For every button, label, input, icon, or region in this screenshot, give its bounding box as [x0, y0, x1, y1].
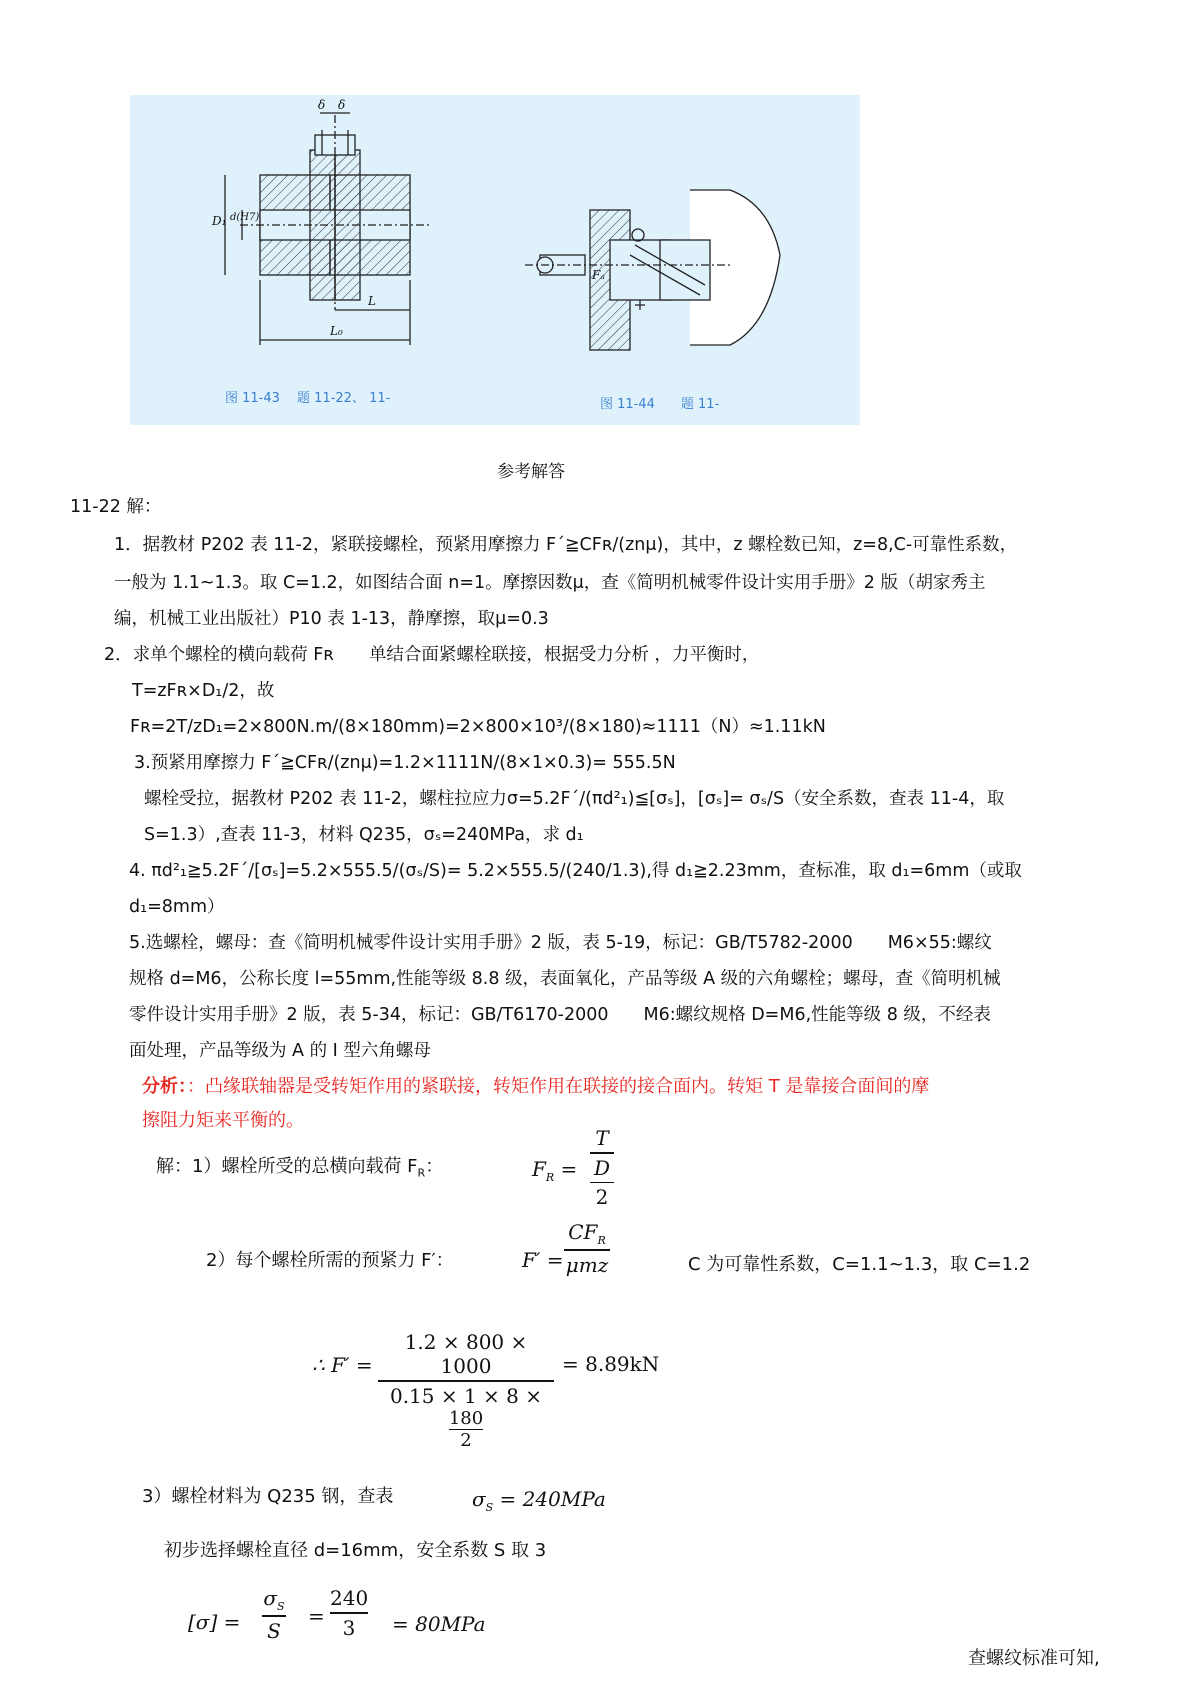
label-delta-1: δ	[318, 98, 326, 112]
para2-line2: Fʀ=2T/zD₁=2×800N.m/(8×180mm)=2×800×10³/(8×180)≈1111（N）≈1.11kN	[130, 717, 826, 737]
sigma-bar	[262, 1615, 286, 1617]
fr-den-den: 2	[595, 1185, 609, 1209]
formula-fp-frac	[564, 1220, 610, 1277]
sigma-num	[262, 1586, 286, 1613]
step1-label: 解：1）螺栓所受的总横向载荷 F	[156, 1156, 418, 1177]
para2-line1: T=zFʀ×D₁/2，故	[132, 681, 275, 701]
calc-frac	[378, 1330, 554, 1451]
fp-bar	[564, 1249, 610, 1251]
analysis-text-1: ：凸缘联轴器是受转矩作用的紧联接，转矩作用在联接的接合面内。转矩 T 是靠接合面间的摩	[187, 1076, 930, 1097]
figure-caption-right: 图 11-44 题 11-	[600, 397, 720, 412]
para1-line1: 1．据教材 P202 表 11-2，紧联接螺栓，预紧用摩擦力 F´≧CFʀ/(znμ)，其中，z 螺栓数已知，z=8,C-可靠性系数，	[114, 535, 1018, 555]
para1-line3: 编，机械工业出版社）P10 表 1-13，静摩擦，取μ=0.3	[114, 609, 549, 629]
label-L0: L₀	[330, 324, 343, 338]
solution-step2: 2）每个螺栓所需的预紧力 F′：	[206, 1250, 454, 1271]
fp-num-text: CF	[568, 1220, 598, 1244]
calc-num: 1.2 × 800 × 1000	[404, 1330, 528, 1378]
label-D1: D₁	[212, 214, 227, 228]
step3-sigma-symbol: σ	[472, 1487, 486, 1511]
solution-step1	[156, 1150, 443, 1191]
sigma-num-sub: S	[277, 1600, 285, 1613]
label-delta-2: δ	[338, 98, 346, 112]
step1-colon: ：	[425, 1156, 444, 1177]
fr-lhs-symbol: F	[532, 1157, 546, 1181]
sigma-bar2	[330, 1612, 368, 1614]
fp-num-sub: R	[597, 1234, 606, 1247]
section-heading: 参考解答	[497, 462, 565, 482]
para1-line2: 一般为 1.1~1.3。取 C=1.2，如图结合面 n=1。摩擦因数μ，查《简明机械零件设计实用手册》2 版（胡家秀主	[114, 573, 986, 593]
calc-bar	[378, 1380, 554, 1382]
para3b-line2: S=1.3）,查表 11-3，材料 Q235，σₛ=240MPa，求 d₁	[144, 825, 584, 845]
label-Fa: Fₐ	[592, 268, 605, 282]
calc-den-frac	[449, 1408, 483, 1452]
fr-den-num: D	[593, 1155, 611, 1180]
formula-fr-lhs	[532, 1157, 577, 1184]
fr-bar	[590, 1152, 614, 1154]
sigma-frac	[262, 1586, 286, 1643]
step2-note: C 为可靠性系数，C=1.1~1.3，取 C=1.2	[688, 1254, 1031, 1275]
step3-sigma	[472, 1487, 606, 1514]
para5-line2: 规格 d=M6，公称长度 l=55mm,性能等级 8.8 级，表面氧化，产品等级 A 级的六角螺栓；螺母，查《简明机械	[129, 969, 1001, 989]
calc-den-frac-num: 180	[448, 1407, 484, 1429]
fr-bar-2	[590, 1182, 614, 1184]
solution-step4: 初步选择螺栓直径 d=16mm，安全系数 S 取 3	[164, 1540, 547, 1561]
formula-fp-lhs: F′ =	[522, 1248, 564, 1272]
step3-sigma-sub: S	[485, 1501, 494, 1514]
sigma-eq2: =	[308, 1604, 325, 1628]
para5-line4: 面处理，产品等级为 A 的 I 型六角螺母	[129, 1041, 431, 1061]
para5-line1: 5.选螺栓，螺母：查《简明机械零件设计实用手册》2 版，表 5-19，标记：GB/T5782-2000 M6×55:螺纹	[129, 933, 992, 953]
coupling-drawing	[130, 95, 860, 425]
para4-line2: d₁=8mm）	[129, 897, 225, 917]
para3: 3.预紧用摩擦力 F´≧CFʀ/(znμ)=1.2×1111N/(8×1×0.3)= 555.5N	[134, 753, 676, 773]
sigma-num-text: σ	[263, 1586, 278, 1610]
calc-den	[378, 1384, 554, 1452]
para3b-line1: 螺栓受拉，据教材 P202 表 11-2，螺柱拉应力σ=5.2F´/(πd²₁)≦[σₛ]，[σₛ]= σₛ/S（安全系数，查表 11-4，取	[144, 789, 1005, 809]
analysis-line1	[142, 1070, 929, 1104]
para2-title: 2．求单个螺栓的横向载荷 Fʀ 单结合面紧螺栓联接，根据受力分析 ，力平衡时，	[104, 645, 760, 665]
sigma-num2: 240	[330, 1586, 369, 1610]
calc-result: = 8.89kN	[562, 1352, 660, 1376]
analysis-label: 分析：	[142, 1076, 187, 1097]
sigma-result: = 80MPa	[392, 1612, 486, 1636]
figure-panel	[130, 95, 860, 425]
step3-sigma-rest: = 240MPa	[493, 1487, 606, 1511]
problem-id: 11-22 解：	[70, 497, 162, 517]
formula-fr-frac	[590, 1126, 614, 1209]
fr-lhs-sub: R	[545, 1171, 555, 1184]
label-dH7: d(H7)	[230, 212, 260, 223]
calc-therefore: ∴ F′ =	[312, 1353, 373, 1377]
figure-caption-left: 图 11-43 题 11-22、 11-	[225, 391, 391, 406]
fp-num	[564, 1220, 610, 1247]
calc-den-frac-den: 2	[460, 1430, 472, 1451]
fr-num: T	[595, 1126, 609, 1150]
step1-sub: R	[417, 1166, 426, 1180]
fp-den: μmz	[565, 1252, 609, 1277]
fr-equals: =	[554, 1157, 578, 1181]
sigma-den2: 3	[342, 1615, 356, 1640]
sigma-den: S	[267, 1618, 281, 1643]
analysis-line2: 擦阻力矩来平衡的。	[142, 1110, 304, 1131]
calc-den-a: 0.15 × 1 × 8 ×	[389, 1383, 543, 1408]
solution-step3: 3）螺栓材料为 Q235 钢，查表	[142, 1486, 394, 1507]
para5-line3: 零件设计实用手册》2 版，表 5-34，标记：GB/T6170-2000 M6:螺纹规格 D=M6,性能等级 8 级，不经表	[129, 1005, 991, 1025]
sigma-lhs: [σ] =	[188, 1610, 241, 1634]
para4-line1: 4. πd²₁≧5.2F´/[σₛ]=5.2×555.5/(σₛ/S)= 5.2×555.5/(240/1.3),得 d₁≧2.23mm，查标准，取 d₁=6mm（或取	[129, 861, 1022, 881]
tail-text: 查螺纹标准可知,	[968, 1648, 1100, 1669]
label-L: L	[368, 294, 376, 308]
sigma-frac2	[330, 1586, 368, 1640]
